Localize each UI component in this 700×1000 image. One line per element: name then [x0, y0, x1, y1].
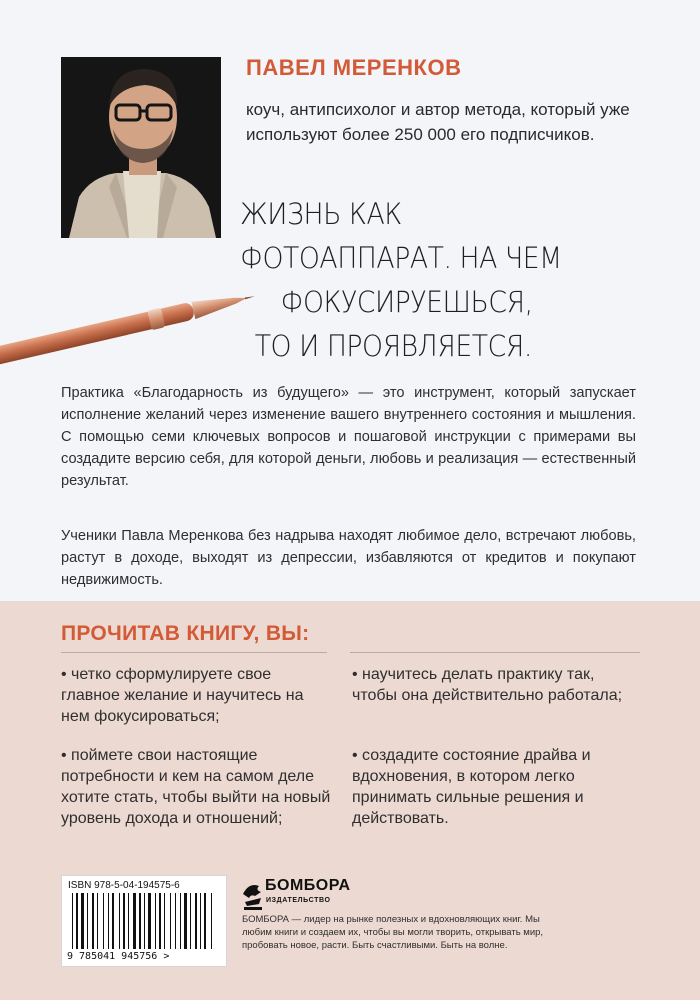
barcode-bar [180, 893, 181, 949]
divider-right [350, 652, 640, 653]
tagline-line-1: ЖИЗНЬ КАК [240, 197, 402, 231]
barcode-bar [133, 893, 136, 949]
barcode-bar [144, 893, 145, 949]
barcode-bar [108, 893, 109, 949]
tagline [240, 192, 562, 368]
description-paragraph-1: Практика «Благодарность из будущего» — это инструмент, который запускает исполнение желаний через изменение вашего внутреннего состояния и мышления. С помощью семи ключевых вопросов и пошаговой инструкции с примерами вы создадите версию себя, для которой деньги, любовь и реализация — естественный результат. [61, 385, 636, 489]
author-name: ПАВЕЛ МЕРЕНКОВ [246, 55, 462, 80]
barcode-digits: 9 785041 945756 > [67, 951, 170, 962]
barcode-bar [164, 893, 165, 949]
barcode-bar [123, 893, 125, 949]
barcode-bar [139, 893, 141, 949]
publisher-logo-text: БОМБОРА [265, 877, 351, 894]
author-bio: коуч, антипсихолог и автор метода, который уже используют более 250 000 его подписчиков. [246, 100, 630, 144]
barcode-bar [184, 893, 187, 949]
barcode [61, 875, 227, 967]
barcode-bar [92, 893, 94, 949]
barcode-bar [97, 893, 98, 949]
barcode-bar [148, 893, 151, 949]
barcode-bar [175, 893, 176, 949]
barcode-bar [204, 893, 206, 949]
benefit-item: • создадите состояние драйва и вдохновения, в котором легко принимать сильные решения и действовать. [352, 747, 591, 827]
benefit-item: • четко сформулируете свое главное желание и научитесь на нем фокусироваться; [61, 666, 304, 725]
barcode-bar [87, 893, 88, 949]
description-paragraph-2: Ученики Павла Меренкова без надрыва находят любимое дело, встречают любовь, растут в доходе, выходят из депрессии, избавляются от кредитов и покупают недвижимость. [61, 528, 636, 588]
benefits-title: ПРОЧИТАВ КНИГУ, ВЫ: [61, 622, 310, 645]
barcode-bar [211, 893, 212, 949]
barcode-bar [81, 893, 84, 949]
barcode-bar [170, 893, 171, 949]
pen-illustration [0, 280, 270, 370]
isbn-number: ISBN 978-5-04-194575-6 [68, 880, 180, 891]
benefit-item: • поймете свои настоящие потребности и кем на самом деле хотите стать, чтобы выйти на новый уровень дохода и отношений; [61, 747, 331, 827]
tagline-line-4: ТО И ПРОЯВЛЯЕТСЯ. [254, 329, 532, 363]
barcode-bar [200, 893, 201, 949]
barcode-bar [72, 893, 73, 949]
benefit-item: • научитесь делать практику так, чтобы она действительно работала; [352, 666, 623, 704]
barcode-bar [195, 893, 197, 949]
barcode-bars [72, 893, 218, 951]
publisher-tagline: БОМБОРА — лидер на рынке полезных и вдохновляющих книг. Мы любим книги и создаем их, чтобы вы могли творить, открывать мир, пробовать новое, расти. Быть счастливыми. Быть на волне. [242, 914, 544, 951]
barcode-bar [119, 893, 120, 949]
publisher-logo-subtitle: ИЗДАТЕЛЬСТВО [266, 897, 331, 904]
barcode-bar [128, 893, 129, 949]
barcode-bar [190, 893, 191, 949]
tagline-line-3: ФОКУСИРУЕШЬСЯ, [280, 285, 533, 319]
barcode-bar [155, 893, 156, 949]
author-photo [61, 57, 221, 238]
barcode-bar [103, 893, 104, 949]
barcode-bar [112, 893, 114, 949]
tagline-line-2: ФОТОАППАРАТ. НА ЧЕМ [240, 241, 562, 275]
divider-left [61, 652, 327, 653]
barcode-bar [159, 893, 161, 949]
barcode-bar [76, 893, 78, 949]
